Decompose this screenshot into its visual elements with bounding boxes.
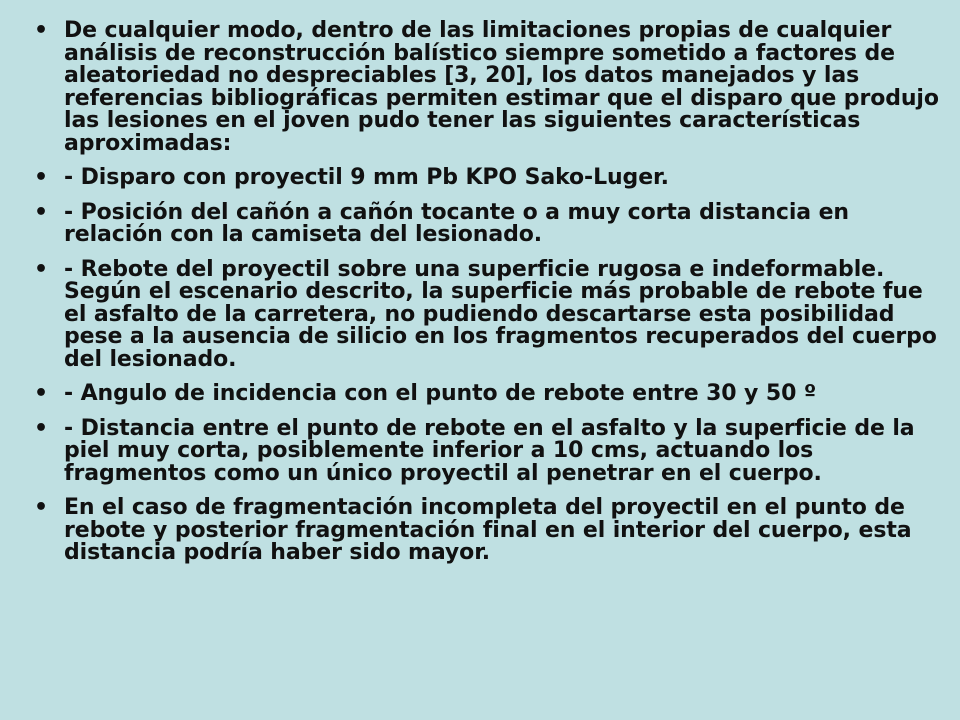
list-item xyxy=(34,167,944,190)
list-item xyxy=(34,20,944,155)
list-item xyxy=(34,383,944,406)
list-item xyxy=(34,497,944,565)
bullet-dot-icon: • xyxy=(34,199,48,225)
list-item xyxy=(34,256,944,372)
list-item-text: - Disparo con proyectil 9 mm Pb KPO Sako-Luger. xyxy=(64,165,669,190)
bullet-dot-icon: • xyxy=(34,18,48,43)
list-item xyxy=(34,199,944,247)
list-item-text: - Posición del cañón a cañón tocante o a muy corta distancia en relación con la camiseta del lesionado. xyxy=(64,199,849,247)
list-item-text: - Distancia entre el punto de rebote en el asfalto y la superficie de la piel muy corta, posiblemente inferior a 10 cms, actuando los fragmentos como un único proyectil al penetrar en el cuerpo. xyxy=(64,415,915,486)
bullet-dot-icon: • xyxy=(34,415,48,441)
list-item xyxy=(34,415,944,486)
list-item-text: De cualquier modo, dentro de las limitaciones propias de cualquier análisis de reconstrucción balístico siempre sometido a factores de aleatoriedad no despreciables [3, 20], los datos manejados y las referencias bibliográficas permiten estimar que el disparo que produjo las lesiones en el joven pudo tener las siguientes características aproximadas: xyxy=(64,18,939,156)
bullet-dot-icon: • xyxy=(34,495,48,520)
list-item-text: - Rebote del proyectil sobre una superficie rugosa e indeformable. Según el escenario descrito, la superficie más probable de rebote fue el asfalto de la carretera, no pudiendo descartarse esta posibilidad pese a la ausencia de silicio en los fragmentos recuperados del cuerpo del lesionado. xyxy=(64,256,937,372)
bullet-list xyxy=(34,20,944,565)
list-item-text: - Angulo de incidencia con el punto de rebote entre 30 y 50 º xyxy=(64,381,817,406)
bullet-dot-icon: • xyxy=(34,256,48,282)
list-item-text: En el caso de fragmentación incompleta del proyectil en el punto de rebote y posterior fragmentación final en el interior del cuerpo, esta distancia podría haber sido mayor. xyxy=(64,495,912,565)
bullet-dot-icon: • xyxy=(34,165,48,190)
bullet-dot-icon: • xyxy=(34,381,48,406)
